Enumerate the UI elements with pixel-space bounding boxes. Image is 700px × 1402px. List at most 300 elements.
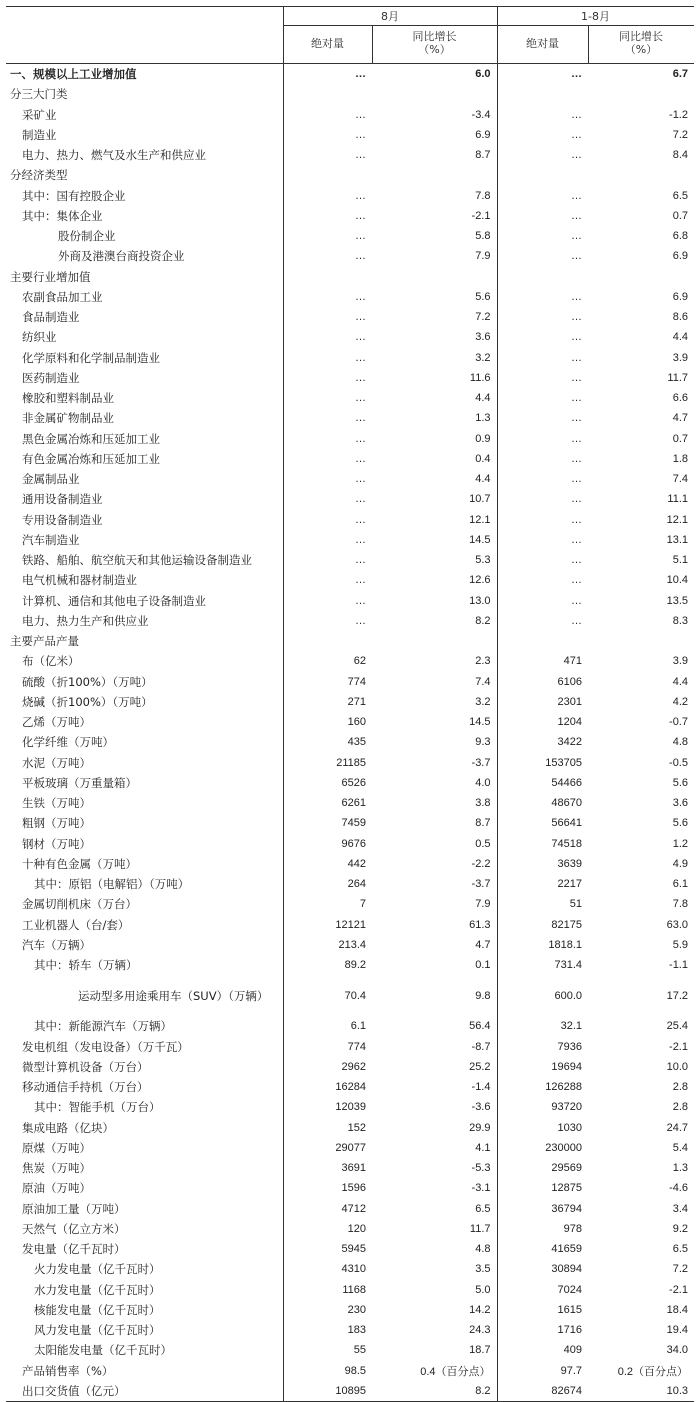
cell-yoy-jan-aug xyxy=(588,165,694,185)
cell-yoy-aug: 4.7 xyxy=(475,938,491,951)
row-label: 出口交货值（亿元） xyxy=(22,1383,126,1398)
cell-abs-jan-aug: 1204 xyxy=(497,712,588,732)
cell-abs-jan-aug: 1716 xyxy=(497,1320,588,1340)
cell-abs-jan-aug: 6106 xyxy=(497,672,588,692)
row-label: 其中：原铝（电解铝）（万吨） xyxy=(34,877,190,892)
cell-yoy-aug: -8.7 xyxy=(471,1040,491,1053)
cell-yoy-aug: 18.7 xyxy=(469,1344,491,1357)
cell-abs-jan-aug: 19694 xyxy=(497,1057,588,1077)
cell-abs-aug: 7459 xyxy=(283,813,372,833)
cell-yoy-jan-aug: 10.4 xyxy=(666,574,688,587)
table-row xyxy=(6,530,694,550)
row-label: 生铁（万吨） xyxy=(22,796,91,811)
cell-abs-aug: … xyxy=(283,246,372,266)
cell-abs-jan-aug: 12875 xyxy=(497,1178,588,1198)
cell-abs-aug: … xyxy=(283,570,372,590)
table-row xyxy=(6,1280,694,1300)
cell-abs-jan-aug: 74518 xyxy=(497,834,588,854)
cell-yoy-jan-aug: -1.1 xyxy=(669,959,688,972)
cell-yoy-jan-aug: 4.2 xyxy=(672,695,688,708)
row-label: 原油加工量（万吨） xyxy=(22,1201,126,1216)
table-row xyxy=(6,1158,694,1178)
cell-abs-jan-aug: 153705 xyxy=(497,753,588,773)
table-row xyxy=(6,1259,694,1279)
table-row xyxy=(6,955,694,975)
cell-abs-aug: … xyxy=(283,186,372,206)
cell-abs-aug: 70.4 xyxy=(283,975,372,1016)
cell-abs-jan-aug: … xyxy=(497,550,588,570)
cell-yoy-aug: 4.1 xyxy=(475,1141,491,1154)
cell-yoy-jan-aug: 10.3 xyxy=(666,1384,688,1397)
cell-yoy-jan-aug: 8.3 xyxy=(672,614,688,627)
cell-abs-jan-aug: 41659 xyxy=(497,1239,588,1259)
cell-yoy-jan-aug: -1.2 xyxy=(669,108,688,121)
cell-abs-jan-aug: … xyxy=(497,388,588,408)
cell-abs-aug: … xyxy=(283,368,372,388)
row-label: 分三大门类 xyxy=(10,87,68,102)
cell-abs-aug: … xyxy=(283,105,372,125)
cell-abs-aug: 1596 xyxy=(283,1178,372,1198)
row-label: 金属制品业 xyxy=(22,472,80,487)
cell-abs-aug: 4310 xyxy=(283,1259,372,1279)
table-row xyxy=(6,813,694,833)
cell-yoy-aug: 11.6 xyxy=(469,371,491,384)
cell-yoy-aug: -3.7 xyxy=(471,878,491,891)
table-row xyxy=(6,145,694,165)
cell-yoy-jan-aug: 3.9 xyxy=(672,655,688,668)
table-row xyxy=(6,773,694,793)
cell-abs-aug: 3691 xyxy=(283,1158,372,1178)
table-row xyxy=(6,1239,694,1259)
cell-yoy-jan-aug: 13.5 xyxy=(666,594,688,607)
row-label: 硫酸（折100%）（万吨） xyxy=(22,674,153,689)
cell-abs-aug: 271 xyxy=(283,692,372,712)
cell-abs-jan-aug: 126288 xyxy=(497,1077,588,1097)
cell-abs-aug: … xyxy=(283,145,372,165)
cell-yoy-aug: 29.9 xyxy=(469,1121,491,1134)
table-row xyxy=(6,935,694,955)
cell-yoy-aug: 5.6 xyxy=(475,290,491,303)
cell-yoy-aug: 11.7 xyxy=(469,1222,491,1235)
table-row xyxy=(6,449,694,469)
row-label: 火力发电量（亿千瓦时） xyxy=(34,1262,161,1277)
cell-yoy-jan-aug: 10.0 xyxy=(666,1060,688,1073)
row-label: 原油（万吨） xyxy=(22,1181,91,1196)
table-row xyxy=(6,732,694,752)
header-abs-aug: 绝对量 xyxy=(311,37,344,50)
cell-yoy-aug: -3.1 xyxy=(471,1182,491,1195)
cell-yoy-jan-aug: 6.7 xyxy=(672,68,688,81)
row-label: 移动通信手持机（万台） xyxy=(22,1080,149,1095)
cell-yoy-aug: 8.2 xyxy=(475,614,491,627)
cell-abs-jan-aug: … xyxy=(497,348,588,368)
row-label: 平板玻璃（万重量箱） xyxy=(22,775,137,790)
cell-yoy-jan-aug: -0.7 xyxy=(669,716,688,729)
table-row xyxy=(6,1057,694,1077)
table-row xyxy=(6,1300,694,1320)
table-row xyxy=(6,1340,694,1360)
cell-yoy-aug: 4.8 xyxy=(475,1243,491,1256)
cell-abs-aug: 21185 xyxy=(283,753,372,773)
table-row xyxy=(6,1037,694,1057)
cell-abs-aug: 98.5 xyxy=(283,1361,372,1381)
cell-yoy-jan-aug: 6.9 xyxy=(672,290,688,303)
cell-abs-aug: 160 xyxy=(283,712,372,732)
cell-yoy-aug: 24.3 xyxy=(469,1324,491,1337)
cell-abs-aug xyxy=(283,165,372,185)
row-label: 纺织业 xyxy=(22,330,57,345)
cell-abs-aug: 442 xyxy=(283,854,372,874)
cell-yoy-jan-aug: 5.6 xyxy=(672,817,688,830)
cell-yoy-aug: 3.6 xyxy=(475,331,491,344)
cell-abs-aug: 1168 xyxy=(283,1280,372,1300)
row-label: 食品制造业 xyxy=(22,310,80,325)
table-row xyxy=(6,388,694,408)
table-row xyxy=(6,570,694,590)
cell-abs-aug: … xyxy=(283,206,372,226)
cell-abs-jan-aug: 600.0 xyxy=(497,975,588,1016)
cell-yoy-aug: 56.4 xyxy=(469,1020,491,1033)
cell-abs-jan-aug: … xyxy=(497,429,588,449)
cell-abs-aug: 16284 xyxy=(283,1077,372,1097)
table-row xyxy=(6,915,694,935)
cell-abs-jan-aug: 3422 xyxy=(497,732,588,752)
cell-abs-aug: 29077 xyxy=(283,1138,372,1158)
table-row xyxy=(6,125,694,145)
cell-abs-jan-aug: … xyxy=(497,530,588,550)
cell-abs-aug: 12121 xyxy=(283,915,372,935)
cell-abs-jan-aug: 7936 xyxy=(497,1037,588,1057)
row-label: 分经济类型 xyxy=(10,168,68,183)
cell-yoy-aug: 13.0 xyxy=(469,594,491,607)
cell-abs-jan-aug: … xyxy=(497,125,588,145)
table-row xyxy=(6,672,694,692)
cell-yoy-aug: 12.6 xyxy=(469,574,491,587)
header-yoy-aug: 同比增长 （%） xyxy=(412,30,457,56)
row-label: 通用设备制造业 xyxy=(22,492,103,507)
table-row xyxy=(6,753,694,773)
row-label: 一、规模以上工业增加值 xyxy=(10,67,137,82)
cell-yoy-jan-aug: 0.7 xyxy=(672,432,688,445)
cell-yoy-aug: 5.0 xyxy=(475,1283,491,1296)
row-label: 水力发电量（亿千瓦时） xyxy=(34,1282,161,1297)
cell-yoy-jan-aug: 12.1 xyxy=(666,513,688,526)
table-row xyxy=(6,874,694,894)
row-label: 核能发电量（亿千瓦时） xyxy=(34,1302,161,1317)
cell-yoy-jan-aug: -2.1 xyxy=(669,1040,688,1053)
cell-abs-aug: 6261 xyxy=(283,793,372,813)
cell-yoy-jan-aug: 6.8 xyxy=(672,230,688,243)
table-row xyxy=(6,287,694,307)
cell-yoy-aug: -2.1 xyxy=(471,209,491,222)
cell-abs-aug: 152 xyxy=(283,1118,372,1138)
cell-abs-jan-aug xyxy=(497,84,588,104)
statistics-table xyxy=(6,6,694,1402)
cell-abs-aug: 10895 xyxy=(283,1381,372,1401)
cell-yoy-jan-aug: 4.9 xyxy=(672,857,688,870)
row-label: 微型计算机设备（万台） xyxy=(22,1059,149,1074)
table-row xyxy=(6,429,694,449)
table-row xyxy=(6,1178,694,1198)
table-row xyxy=(6,307,694,327)
cell-yoy-jan-aug: 5.6 xyxy=(672,776,688,789)
cell-abs-jan-aug: … xyxy=(497,287,588,307)
cell-abs-aug: 89.2 xyxy=(283,955,372,975)
cell-yoy-aug: 8.7 xyxy=(475,817,491,830)
cell-abs-jan-aug: 30894 xyxy=(497,1259,588,1279)
cell-yoy-aug: 8.2 xyxy=(475,1384,491,1397)
cell-abs-aug: 55 xyxy=(283,1340,372,1360)
cell-abs-aug: … xyxy=(283,449,372,469)
row-label: 其中：轿车（万辆） xyxy=(34,958,138,973)
cell-yoy-aug: 61.3 xyxy=(469,918,491,931)
row-label: 烧碱（折100%）（万吨） xyxy=(22,694,153,709)
cell-abs-aug: 213.4 xyxy=(283,935,372,955)
cell-yoy-aug: 4.4 xyxy=(475,392,491,405)
cell-yoy-jan-aug: 6.6 xyxy=(672,392,688,405)
cell-yoy-jan-aug: 19.4 xyxy=(666,1324,688,1337)
cell-abs-jan-aug: 29569 xyxy=(497,1158,588,1178)
row-label: 汽车（万辆） xyxy=(22,937,91,952)
row-label: 电气机械和器材制造业 xyxy=(22,573,137,588)
row-label: 粗钢（万吨） xyxy=(22,816,91,831)
cell-yoy-jan-aug: 6.1 xyxy=(672,878,688,891)
cell-yoy-aug: 1.3 xyxy=(475,412,491,425)
table-row xyxy=(6,1219,694,1239)
cell-yoy-aug: 5.3 xyxy=(475,554,491,567)
cell-abs-jan-aug: … xyxy=(497,570,588,590)
cell-abs-aug: 6526 xyxy=(283,773,372,793)
cell-yoy-aug: 0.9 xyxy=(475,432,491,445)
cell-abs-aug xyxy=(283,267,372,287)
row-label: 天然气（亿立方米） xyxy=(22,1221,126,1236)
cell-abs-aug: 183 xyxy=(283,1320,372,1340)
row-label: 农副食品加工业 xyxy=(22,289,103,304)
cell-yoy-jan-aug: 8.4 xyxy=(672,149,688,162)
cell-yoy-aug: 3.2 xyxy=(475,351,491,364)
table-row xyxy=(6,1118,694,1138)
row-label: 产品销售率（%） xyxy=(22,1363,114,1378)
table-row xyxy=(6,1077,694,1097)
table-row xyxy=(6,1199,694,1219)
cell-abs-jan-aug: … xyxy=(497,246,588,266)
row-label: 汽车制造业 xyxy=(22,532,80,547)
cell-yoy-aug xyxy=(372,84,497,104)
table-row xyxy=(6,631,694,651)
cell-abs-aug: 774 xyxy=(283,1037,372,1057)
cell-yoy-aug: 7.4 xyxy=(475,675,491,688)
cell-abs-aug: … xyxy=(283,530,372,550)
cell-abs-jan-aug: … xyxy=(497,368,588,388)
row-label: 乙烯（万吨） xyxy=(22,715,91,730)
table-row xyxy=(6,469,694,489)
table-row xyxy=(6,84,694,104)
cell-yoy-aug: 5.8 xyxy=(475,230,491,243)
cell-abs-aug: … xyxy=(283,287,372,307)
row-label: 黑色金属冶炼和压延加工业 xyxy=(22,431,160,446)
cell-yoy-aug: 7.2 xyxy=(475,311,491,324)
row-label: 水泥（万吨） xyxy=(22,755,91,770)
cell-yoy-jan-aug: 0.7 xyxy=(672,209,688,222)
cell-abs-jan-aug: … xyxy=(497,327,588,347)
cell-yoy-jan-aug: 6.5 xyxy=(672,1243,688,1256)
cell-yoy-jan-aug: -4.6 xyxy=(669,1182,688,1195)
row-label: 非金属矿物制品业 xyxy=(22,411,114,426)
cell-abs-aug: … xyxy=(283,388,372,408)
cell-yoy-aug: -2.2 xyxy=(471,857,491,870)
cell-yoy-jan-aug: 24.7 xyxy=(666,1121,688,1134)
row-label: 其中：新能源汽车（万辆） xyxy=(34,1019,172,1034)
cell-abs-jan-aug: 54466 xyxy=(497,773,588,793)
cell-yoy-aug: 0.5 xyxy=(475,837,491,850)
cell-yoy-jan-aug: 18.4 xyxy=(666,1303,688,1316)
cell-yoy-aug: 6.9 xyxy=(475,128,491,141)
row-label: 电力、热力、燃气及水生产和供应业 xyxy=(22,148,206,163)
cell-abs-aug: … xyxy=(283,550,372,570)
cell-yoy-jan-aug: 3.6 xyxy=(672,797,688,810)
table-row xyxy=(6,489,694,509)
table-row xyxy=(6,550,694,570)
cell-yoy-jan-aug: 34.0 xyxy=(666,1344,688,1357)
cell-abs-aug xyxy=(283,84,372,104)
cell-yoy-jan-aug: 11.7 xyxy=(667,371,688,384)
row-label: 电力、热力生产和供应业 xyxy=(22,613,149,628)
cell-yoy-jan-aug xyxy=(588,631,694,651)
row-label: 原煤（万吨） xyxy=(22,1140,91,1155)
cell-yoy-aug: 10.7 xyxy=(469,493,491,506)
row-label: 股份制企业 xyxy=(58,229,116,244)
row-label: 专用设备制造业 xyxy=(22,512,103,527)
cell-yoy-aug: 8.7 xyxy=(475,149,491,162)
table-row xyxy=(6,226,694,246)
cell-abs-jan-aug: … xyxy=(497,510,588,530)
cell-abs-aug: … xyxy=(283,307,372,327)
row-label: 其中：国有控股企业 xyxy=(22,188,126,203)
table-row xyxy=(6,105,694,125)
cell-abs-aug: … xyxy=(283,125,372,145)
cell-yoy-aug: -3.7 xyxy=(471,756,491,769)
cell-abs-jan-aug xyxy=(497,267,588,287)
cell-yoy-jan-aug: 7.2 xyxy=(672,1263,688,1276)
cell-abs-aug: … xyxy=(283,429,372,449)
cell-abs-aug: … xyxy=(283,64,372,84)
row-label: 化学原料和化学制品制造业 xyxy=(22,350,160,365)
cell-yoy-aug: 0.1 xyxy=(475,959,491,972)
table-row xyxy=(6,1381,694,1401)
cell-abs-jan-aug: … xyxy=(497,145,588,165)
table-row xyxy=(6,206,694,226)
cell-yoy-jan-aug: 6.5 xyxy=(672,189,688,202)
cell-yoy-aug: 14.2 xyxy=(469,1303,491,1316)
cell-abs-jan-aug: 1030 xyxy=(497,1118,588,1138)
row-label: 采矿业 xyxy=(22,107,57,122)
cell-yoy-aug: 0.4 xyxy=(475,452,491,465)
row-label: 发电机组（发电设备）（万千瓦） xyxy=(22,1039,189,1054)
table-row xyxy=(6,975,694,1016)
cell-abs-aug: 12039 xyxy=(283,1097,372,1117)
table-row xyxy=(6,165,694,185)
cell-abs-aug: 62 xyxy=(283,651,372,671)
cell-abs-aug: … xyxy=(283,226,372,246)
cell-yoy-jan-aug: 1.2 xyxy=(672,837,688,850)
row-label: 医药制造业 xyxy=(22,370,80,385)
cell-abs-jan-aug xyxy=(497,631,588,651)
cell-yoy-jan-aug: 9.2 xyxy=(672,1222,688,1235)
cell-abs-jan-aug xyxy=(497,165,588,185)
cell-yoy-aug: 25.2 xyxy=(469,1060,491,1073)
row-label: 橡胶和塑料制品业 xyxy=(22,391,114,406)
cell-abs-jan-aug: … xyxy=(497,591,588,611)
cell-yoy-jan-aug: 3.9 xyxy=(672,351,688,364)
cell-yoy-jan-aug: 1.3 xyxy=(672,1162,688,1175)
cell-yoy-jan-aug: 13.1 xyxy=(666,533,688,546)
cell-yoy-aug: 9.3 xyxy=(475,736,491,749)
cell-abs-aug: … xyxy=(283,469,372,489)
cell-yoy-aug: 6.5 xyxy=(475,1202,491,1215)
cell-abs-jan-aug: 3639 xyxy=(497,854,588,874)
cell-abs-jan-aug: 56641 xyxy=(497,813,588,833)
table-row xyxy=(6,64,694,84)
cell-yoy-aug xyxy=(372,267,497,287)
table-row xyxy=(6,854,694,874)
cell-yoy-jan-aug xyxy=(588,267,694,287)
cell-abs-aug: 435 xyxy=(283,732,372,752)
row-label: 化学纤维（万吨） xyxy=(22,735,114,750)
cell-abs-jan-aug: 51 xyxy=(497,894,588,914)
cell-yoy-jan-aug: 17.2 xyxy=(666,989,688,1002)
cell-abs-jan-aug: … xyxy=(497,307,588,327)
row-label: 太阳能发电量（亿千瓦时） xyxy=(34,1343,172,1358)
row-label: 焦炭（万吨） xyxy=(22,1161,91,1176)
row-label: 运动型多用途乘用车（SUV）（万辆） xyxy=(78,988,269,1003)
table-row xyxy=(6,1361,694,1381)
table-row xyxy=(6,348,694,368)
cell-yoy-jan-aug: 8.6 xyxy=(672,311,688,324)
cell-yoy-aug: -3.6 xyxy=(471,1101,491,1114)
cell-abs-jan-aug: 731.4 xyxy=(497,955,588,975)
cell-yoy-aug: 3.5 xyxy=(475,1263,491,1276)
table-row xyxy=(6,591,694,611)
row-label: 发电量（亿千瓦时） xyxy=(22,1242,126,1257)
cell-yoy-jan-aug: 25.4 xyxy=(666,1020,688,1033)
cell-abs-aug: … xyxy=(283,327,372,347)
cell-abs-jan-aug: 48670 xyxy=(497,793,588,813)
cell-yoy-aug: -3.4 xyxy=(471,108,491,121)
row-label: 工业机器人（台/套） xyxy=(22,917,130,932)
cell-yoy-aug: 4.0 xyxy=(475,776,491,789)
header-abs-jan-aug: 绝对量 xyxy=(526,37,559,50)
cell-yoy-jan-aug: 63.0 xyxy=(666,918,688,931)
table-header xyxy=(6,7,694,64)
cell-abs-aug: … xyxy=(283,408,372,428)
cell-yoy-aug: 14.5 xyxy=(469,716,491,729)
cell-abs-aug: … xyxy=(283,348,372,368)
cell-yoy-aug: 12.1 xyxy=(469,513,491,526)
cell-abs-aug: 9676 xyxy=(283,834,372,854)
cell-abs-jan-aug: … xyxy=(497,408,588,428)
cell-abs-jan-aug: … xyxy=(497,611,588,631)
cell-abs-aug: 7 xyxy=(283,894,372,914)
cell-yoy-jan-aug: 6.9 xyxy=(672,250,688,263)
cell-yoy-aug: -1.4 xyxy=(471,1081,491,1094)
cell-abs-aug: 774 xyxy=(283,672,372,692)
cell-yoy-jan-aug: 4.4 xyxy=(672,331,688,344)
cell-abs-jan-aug: 1818.1 xyxy=(497,935,588,955)
cell-yoy-aug xyxy=(372,165,497,185)
table-row xyxy=(6,368,694,388)
row-label: 布（亿米） xyxy=(22,654,80,669)
cell-yoy-jan-aug: 4.7 xyxy=(672,412,688,425)
